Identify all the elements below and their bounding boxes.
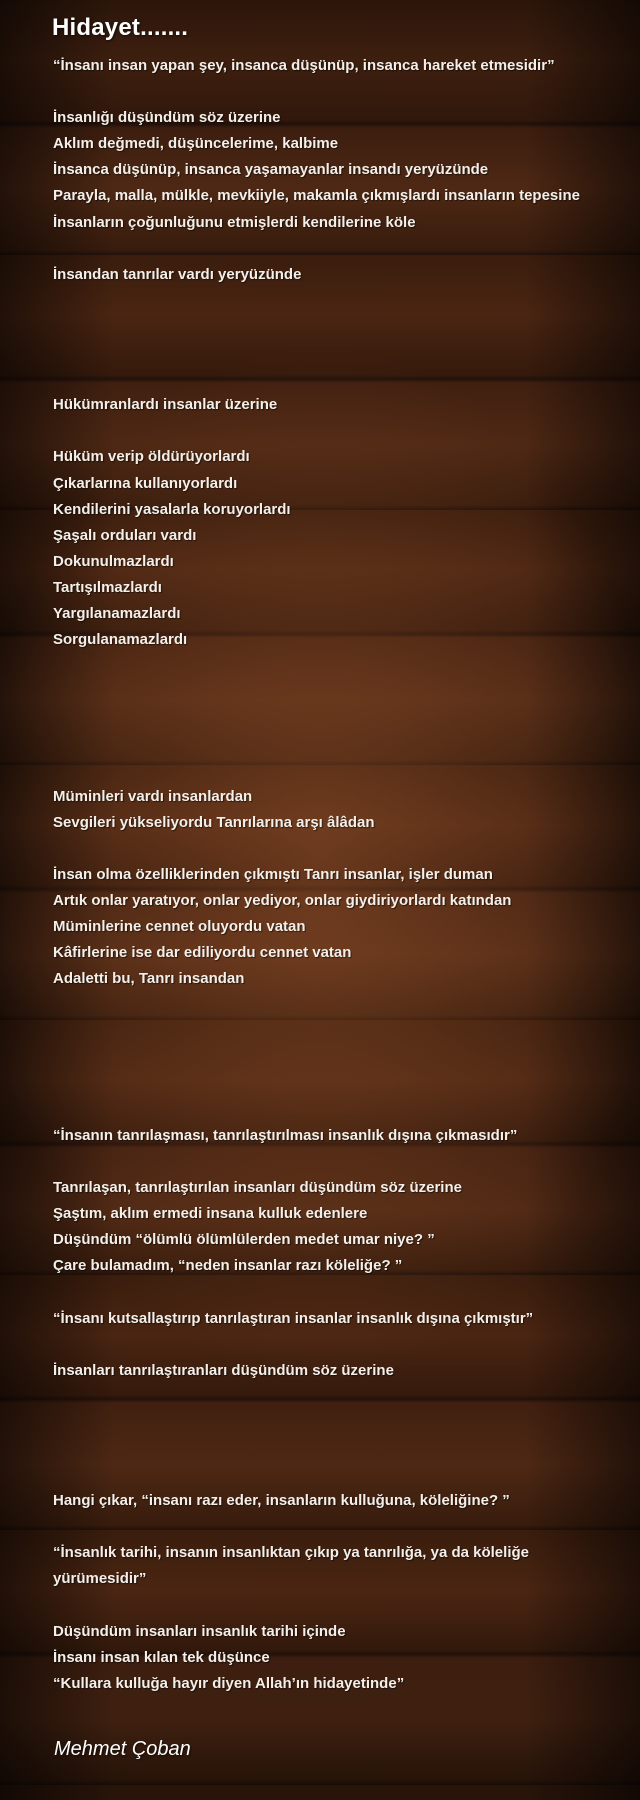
- blank-line: [53, 1149, 608, 1175]
- poem-line: Hükümranlardı insanlar üzerine: [53, 396, 278, 414]
- blank-line: [53, 705, 608, 731]
- poem-line: İnsan olma özelliklerinden çıkmıştı Tanrı insanlar, işler duman: [53, 865, 493, 883]
- blank-line: [53, 1332, 608, 1358]
- blank-line: [53, 836, 608, 862]
- poem-line: Kâfirlerine ise dar ediliyordu cennet vatan: [53, 944, 352, 962]
- blank-line: [53, 992, 608, 1018]
- poem-line: Şaşalı orduları vardı: [53, 526, 197, 544]
- blank-line: [53, 1384, 608, 1410]
- poem-line: İnsanca düşünüp, insanca yaşamayanlar insandı yeryüzünde: [53, 161, 489, 179]
- blank-line: [53, 653, 608, 679]
- poem-author[interactable]: Mehmet Çoban: [54, 1738, 191, 1760]
- blank-line: [53, 1045, 608, 1071]
- poem-line: “İnsanı kutsallaştırıp tanrılaştıran insanlar insanlık dışına çıkmıştır”: [53, 1309, 534, 1327]
- blank-line: [53, 679, 608, 705]
- blank-line: [53, 758, 608, 784]
- blank-line: [53, 1018, 608, 1044]
- poem-line: Tanrılaşan, tanrılaştırılan insanları düşündüm söz üzerine: [53, 1179, 462, 1197]
- poem-line: “İnsanlık tarihi, insanın insanlıktan çıkıp ya tanrılığa, ya da köleliğe yürümesidir”: [53, 1544, 529, 1588]
- poem-line: İnsanı insan kılan tek düşünce: [53, 1648, 270, 1666]
- blank-line: [53, 340, 608, 366]
- poem-title: Hidayet.......: [52, 14, 189, 41]
- blank-line: [53, 79, 608, 105]
- poem-line: İnsanlığı düşündüm söz üzerine: [53, 109, 281, 127]
- blank-line: [53, 1462, 608, 1488]
- blank-line: [53, 731, 608, 757]
- blank-line: [53, 366, 608, 392]
- blank-line: [53, 1436, 608, 1462]
- blank-line: [53, 288, 608, 314]
- poem-line: İnsandan tanrılar vardı yeryüzünde: [53, 265, 302, 283]
- poem-line: Parayla, malla, mülkle, mevkiiyle, makamla çıkmışlardı insanların tepesine: [53, 187, 580, 205]
- poem-line: Çıkarlarına kullanıyorlardı: [53, 474, 238, 492]
- poem-line: Dokunulmazlardı: [53, 552, 174, 570]
- poem-line: Müminlerine cennet oluyordu vatan: [53, 918, 306, 936]
- poem-line: Sevgileri yükseliyordu Tanrılarına arşı âlâdan: [53, 813, 375, 831]
- blank-line: [53, 1593, 608, 1619]
- poem-line: “İnsanın tanrılaşması, tanrılaştırılması insanlık dışına çıkmasıdır”: [53, 1126, 518, 1144]
- poem-line: Düşündüm “ölümlü ölümlülerden medet umar niye? ”: [53, 1231, 435, 1249]
- blank-line: [53, 1410, 608, 1436]
- blank-line: [53, 1279, 608, 1305]
- poem-line: Aklım değmedi, düşüncelerime, kalbime: [53, 135, 339, 153]
- blank-line: [53, 314, 608, 340]
- poem-line: “İnsanı insan yapan şey, insanca düşünüp, insanca hareket etmesidir”: [53, 57, 555, 74]
- blank-line: [53, 1514, 608, 1540]
- poem-line: Müminleri vardı insanlardan: [53, 787, 253, 805]
- poem-line: Adaletti bu, Tanrı insandan: [53, 970, 245, 988]
- blank-line: [53, 418, 608, 444]
- poem-line: Sorgulanamazlardı: [53, 631, 188, 649]
- poem-line: İnsanları tanrılaştıranları düşündüm söz üzerine: [53, 1361, 394, 1379]
- poem-line: “Kullara kulluğa hayır diyen Allah’ın hidayetinde”: [53, 1674, 405, 1692]
- blank-line: [53, 1071, 608, 1097]
- poem-line: Düşündüm insanları insanlık tarihi içinde: [53, 1622, 346, 1640]
- blank-line: [53, 236, 608, 262]
- blank-line: [53, 1097, 608, 1123]
- poem-line: Şaştım, aklım ermedi insana kulluk edenlere: [53, 1205, 368, 1223]
- poem-line: Çare bulamadım, “neden insanlar razı köleliğe? ”: [53, 1257, 403, 1275]
- poem-line: Kendilerini yasalarla koruyorlardı: [53, 500, 291, 518]
- poem-line: Artık onlar yaratıyor, onlar yediyor, onlar giydiriyorlardı katından: [53, 892, 512, 909]
- poem-body: [53, 53, 608, 1697]
- poem-line: Hüküm verip öldürüyorlardı: [53, 448, 250, 466]
- poem-line: İnsanların çoğunluğunu etmişlerdi kendilerine köle: [53, 213, 416, 231]
- poem-line: Yargılanamazlardı: [53, 604, 181, 622]
- poem-line: Hangi çıkar, “insanı razı eder, insanların kulluğuna, köleliğine? ”: [53, 1492, 510, 1510]
- poem-line: Tartışılmazlardı: [53, 578, 162, 596]
